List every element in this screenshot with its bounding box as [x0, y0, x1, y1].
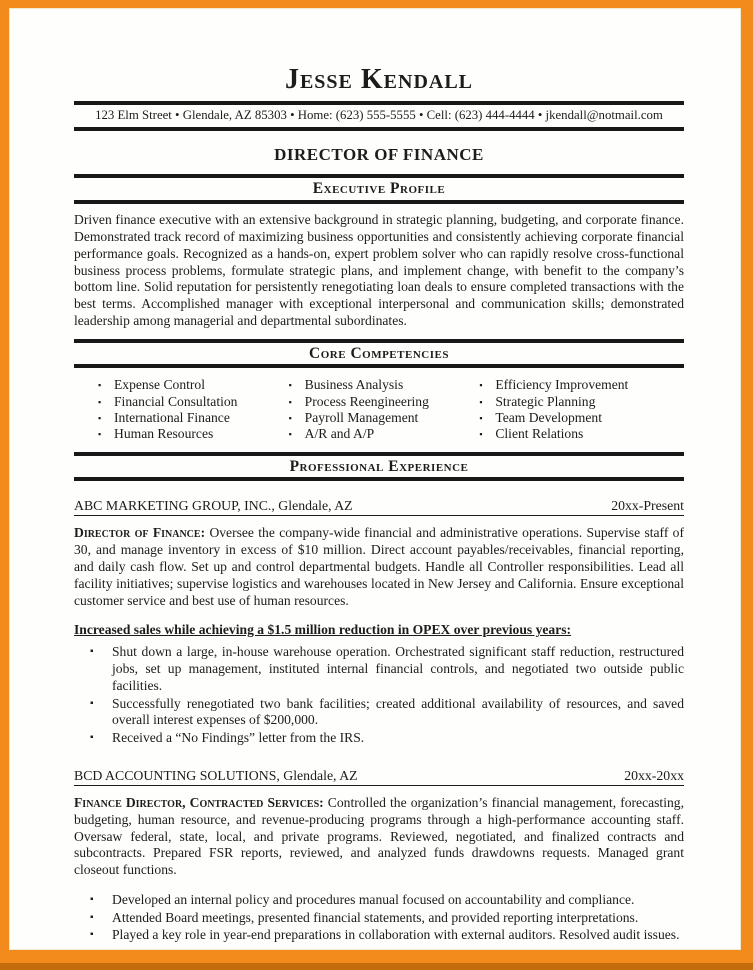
competency-item: ▪ Human Resources	[98, 426, 289, 442]
candidate-name: Jesse Kendall	[284, 64, 474, 95]
achievement-item: ▪ Shut down a large, in-house warehouse operation. Orchestrated significant staff reduction, restructured jobs, set up management, instituted internal financial controls, and negotiated two outside public facilities.	[90, 644, 684, 694]
competency-item: ▪ Client Relations	[479, 426, 670, 442]
competency-item: ▪ Business Analysis	[289, 377, 480, 393]
resume-page	[9, 8, 741, 950]
achievement-item: ▪ Attended Board meetings, presented financial statements, and provided reporting interpretations.	[90, 910, 684, 927]
divider-below-experience-heading	[74, 477, 684, 481]
competency-item: ▪ Financial Consultation	[98, 394, 289, 410]
job-header	[74, 768, 684, 786]
achievement-item: ▪ Received a “No Findings” letter from the IRS.	[90, 730, 684, 747]
divider-under-contact	[74, 127, 684, 131]
achievement-list	[74, 892, 684, 944]
divider-above-profile-heading	[74, 174, 684, 178]
section-executive-profile	[74, 174, 684, 329]
competency-item: ▪ Team Development	[479, 410, 670, 426]
competency-item: ▪ Payroll Management	[289, 410, 480, 426]
divider-below-competencies-heading	[74, 364, 684, 368]
resume-header	[74, 65, 684, 165]
job-description	[74, 525, 684, 609]
achievement-item: ▪ Played a key role in year-end preparations in collaboration with external auditors. Resolved audit issues.	[90, 927, 684, 944]
achievement-item: ▪ Developed an internal policy and procedures manual focused on accountability and compliance.	[90, 892, 684, 909]
job-title: Director of Finance:	[74, 525, 206, 541]
executive-profile-heading: Executive Profile	[312, 180, 446, 198]
job-title: Finance Director, Contracted Services:	[74, 795, 324, 810]
job-description-text: Controlled the organization’s financial management, forecasting, budgeting, human resource, and revenue-producing programs through a high-performance accounting staff. Oversaw federal, state, local, and private programs. Reviewed, negotiated, and finalized contracts and subcontracts. Prepared FSR reports, reviewed, and analyzed funds drawdowns requests. Managed grant closeout functions.	[74, 795, 684, 878]
core-competencies-heading: Core Competencies	[309, 344, 449, 362]
job-entry-bcd-accounting	[74, 768, 684, 944]
divider-above-competencies-heading	[74, 339, 684, 343]
competencies-column-3	[479, 377, 670, 441]
divider-under-name	[74, 101, 684, 105]
company-name: ABC MARKETING GROUP, INC., Glendale, AZ	[74, 498, 353, 514]
achievement-heading: Increased sales while achieving a $1.5 million reduction in OPEX over previous years:	[74, 622, 572, 638]
contact-line: 123 Elm Street • Glendale, AZ 85303 • Home: (623) 555-5555 • Cell: (623) 444-4444 • jkendall@notmail.com	[95, 108, 663, 123]
competency-item: ▪ A/R and A/P	[289, 426, 480, 442]
competency-item: ▪ Process Reengineering	[289, 394, 480, 410]
competencies-column-1	[98, 377, 289, 441]
divider-below-profile-heading	[74, 200, 684, 204]
divider-above-experience-heading	[74, 452, 684, 456]
company-name: BCD ACCOUNTING SOLUTIONS, Glendale, AZ	[74, 768, 358, 783]
competency-item: ▪ Strategic Planning	[479, 394, 670, 410]
competencies-column-2	[289, 377, 480, 441]
executive-profile-text: Driven finance executive with an extensive background in strategic planning, budgeting, and corporate finance. Demonstrated track record of maximizing business opportunities and consistently achieving corporate financial performance goals. Recognized as a hands-on, expert problem solver who can rapidly resolve cross-functional business process problems, formulate strategic plans, and implement change, with benefit to the company’s bottom line. Solid reputation for persistently renegotiating loan deals to ensure completed transactions with the best terms. Accomplished manager with exceptional interpersonal and communication skills; demonstrated leadership among managerial and departmental subordinates.	[74, 212, 684, 328]
employment-dates: 20xx-Present	[611, 498, 684, 514]
competency-item: ▪ Expense Control	[98, 377, 289, 393]
professional-experience-heading: Professional Experience	[289, 457, 469, 475]
job-entry-abc-marketing	[74, 498, 684, 747]
competencies-columns	[74, 377, 684, 441]
achievement-item: ▪ Successfully renegotiated two bank facilities; created additional availability of resources, and saved overall interest expenses of $200,000.	[90, 696, 684, 730]
competency-item: ▪ International Finance	[98, 410, 289, 426]
section-core-competencies	[74, 339, 684, 442]
job-description-text: Oversee the company-wide financial and administrative operations. Supervise staff of 30, and manage inventory in excess of $10 million. Direct account payables/receivables, financial reporting, and daily cash flow. Set up and control departmental budgets. Handle all Controller responsibilities. Lead all facility initiatives; supervise logistics and warehouses located in New Jersey and California. Ensure exceptional customer service and best use of human resources.	[74, 525, 684, 608]
job-header	[74, 498, 684, 516]
resume-headline: DIRECTOR OF FINANCE	[274, 145, 484, 165]
section-professional-experience	[74, 452, 684, 945]
job-description	[74, 795, 684, 879]
frame-bottom-edge	[0, 963, 753, 970]
competency-item: ▪ Efficiency Improvement	[479, 377, 670, 393]
achievement-list	[74, 644, 684, 747]
employment-dates: 20xx-20xx	[624, 768, 684, 783]
